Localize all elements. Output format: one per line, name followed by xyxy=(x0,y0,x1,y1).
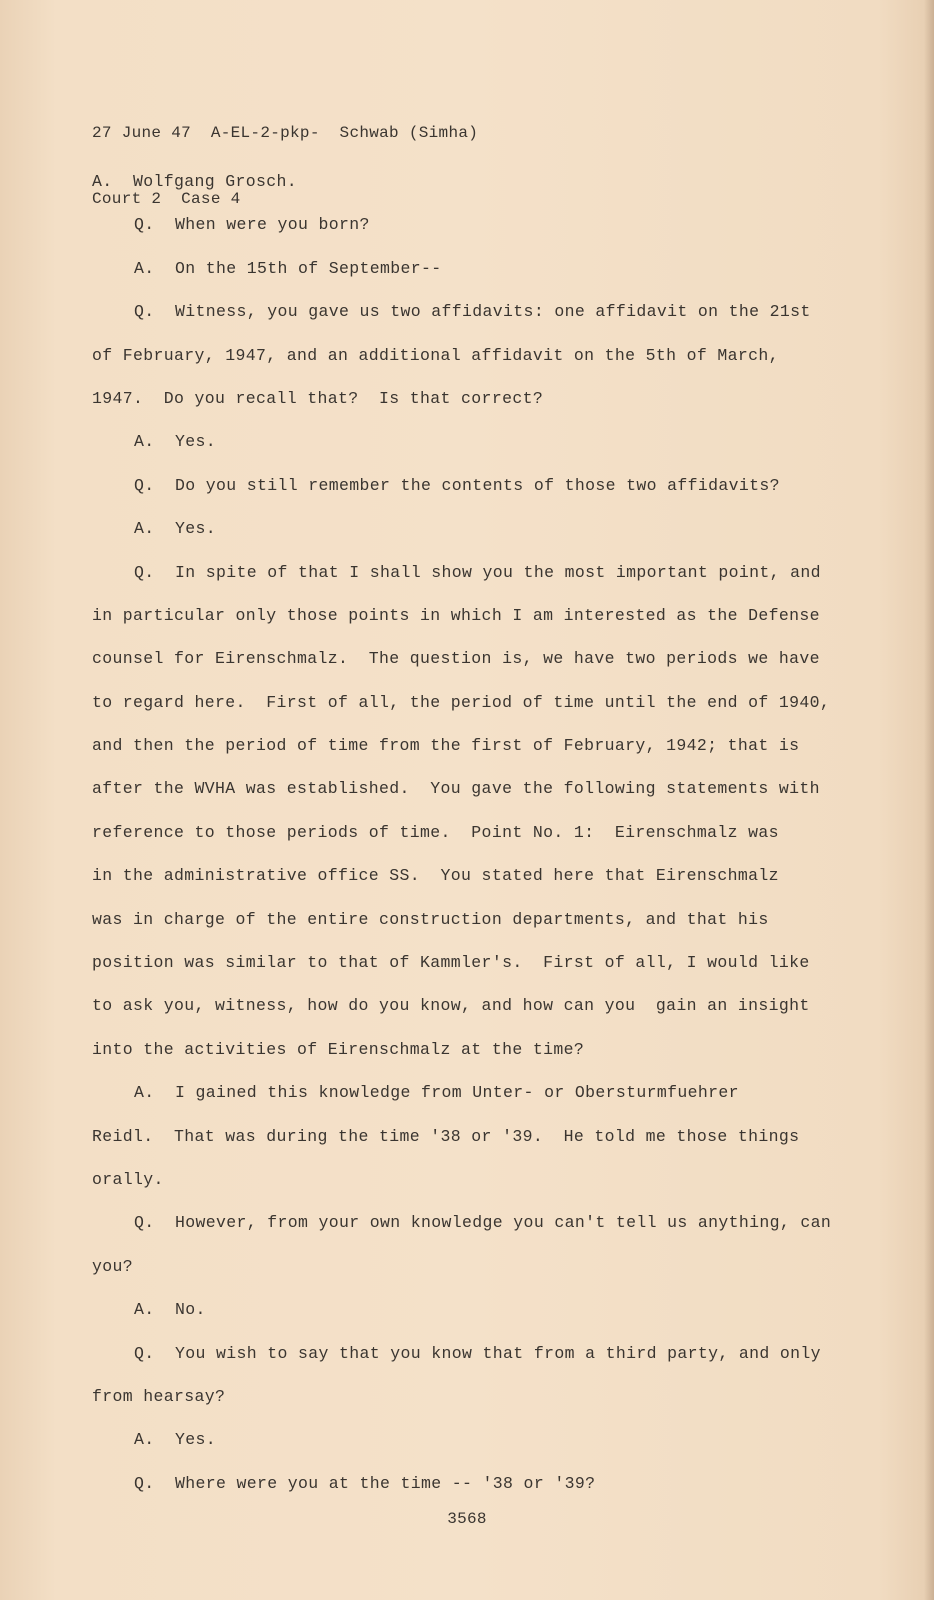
transcript-line: A. No. xyxy=(134,1300,206,1320)
transcript-line: position was similar to that of Kammler's. First of all, I would like xyxy=(92,953,810,973)
transcript-line: reference to those periods of time. Point No. 1: Eirenschmalz was xyxy=(92,822,779,842)
transcript-line: was in charge of the entire construction departments, and that his xyxy=(92,909,769,929)
page-edge-shadow xyxy=(924,0,934,1600)
transcript-line: you? xyxy=(92,1256,134,1276)
transcript-line: A. Wolfgang Grosch. xyxy=(92,172,298,191)
transcript-line: Q. In spite of that I shall show you the most important point, and xyxy=(134,562,821,582)
transcript-line: Q. However, from your own knowledge you can't tell us anything, can xyxy=(134,1213,832,1233)
transcript-line: after the WVHA was established. You gave the following statements with xyxy=(92,779,820,799)
transcript-line: Q. Where were you at the time -- '38 or '39? xyxy=(134,1473,596,1493)
transcript-line: Q. Do you still remember the contents of those two affidavits? xyxy=(134,475,780,495)
transcript-line: A. Yes. xyxy=(134,432,217,452)
transcript-line: Q. When were you born? xyxy=(134,215,370,235)
transcript-line: to ask you, witness, how do you know, and how can you gain an insight xyxy=(92,996,810,1016)
transcript-line: A. I gained this knowledge from Unter- or Obersturmfuehrer xyxy=(134,1083,739,1103)
transcript-body xyxy=(92,160,832,1505)
transcript-line: into the activities of Eirenschmalz at the time? xyxy=(92,1039,585,1059)
page-number: 3568 xyxy=(447,1510,487,1528)
transcript-line: Reidl. That was during the time '38 or '39. He told me those things xyxy=(92,1126,800,1146)
transcript-line: 1947. Do you recall that? Is that correct? xyxy=(92,388,544,408)
transcript-line: A. Yes. xyxy=(134,1430,217,1450)
transcript-line: orally. xyxy=(92,1169,164,1189)
header-line-court-case: Court 2 Case 4 xyxy=(92,190,241,208)
transcript-line: A. Yes. xyxy=(134,519,217,539)
transcript-line: Q. You wish to say that you know that from a third party, and only xyxy=(134,1343,821,1363)
transcript-line: Q. Witness, you gave us two affidavits: one affidavit on the 21st xyxy=(134,302,811,322)
transcript-line: to regard here. First of all, the period of time until the end of 1940, xyxy=(92,692,831,712)
transcript-line: and then the period of time from the first of February, 1942; that is xyxy=(92,736,800,756)
transcript-line: from hearsay? xyxy=(92,1386,226,1406)
transcript-line: in particular only those points in which I am interested as the Defense xyxy=(92,605,820,625)
transcript-line: in the administrative office SS. You stated here that Eirenschmalz xyxy=(92,866,779,886)
transcript-line: A. On the 15th of September-- xyxy=(134,258,442,278)
transcript-line: of February, 1947, and an additional affidavit on the 5th of March, xyxy=(92,345,779,365)
transcript-line: counsel for Eirenschmalz. The question is, we have two periods we have xyxy=(92,649,820,669)
header-line-date-reference: 27 June 47 A-EL-2-pkp- Schwab (Simha) xyxy=(92,124,479,142)
